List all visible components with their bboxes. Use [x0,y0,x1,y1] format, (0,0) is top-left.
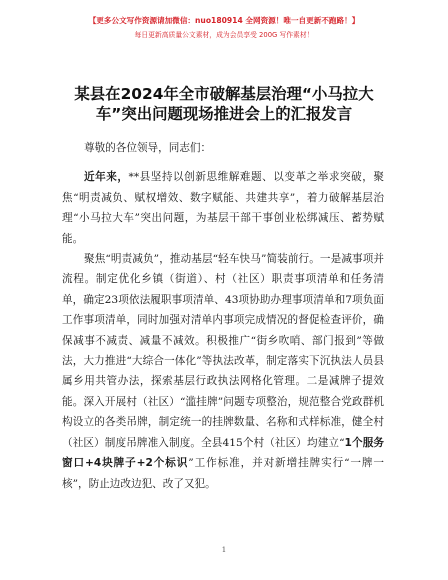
paragraph-section-1-part-a: 聚焦“明责减负”，推动基层“轻车快马”简装前行。一是减事项并流程。制定优化乡镇（街道）、村（社区）职责事项清单和任务清单，确定23项依法履职事项清单、43项协助办理事项清单和7项负面工作事项清单，同时加强对清单内事项完成情况的督促检查评价，确保减事不减责、减量不减效。积极推广“街乡吹哨、部门报到”等做法，大力推进“大综合一体化”等执法改革，制定落实下沉执法人员县属乡用共管办法，探索基层行政执法网格化管理。二是减牌子提效能。深入开展村（社区）“滥挂牌”问题专项整治，规范整合党政群机构设立的各类吊牌，制定统一的挂牌数量、名称和式样标准，健全村（社区）制度吊牌准入制度。全县415个村（社区）均建立“ [62,253,384,449]
title-line-1: 某县在2024年全市破解基层治理“小马拉大 [74,85,374,103]
promo-banner [0,14,448,42]
paragraph-section-1-emphasis: 1个服务窗口+4块牌子+2个标识 [62,436,384,470]
document-title [40,84,408,124]
salutation: 尊敬的各位领导，同志们： [84,142,212,154]
paragraph-section-1-part-c: ”工作标准，并对新增挂牌实行“一牌一核”，防止边改边犯、改了又犯。 [62,457,384,490]
paragraph-intro-lead: 近年来， [84,171,129,184]
promo-banner-line2: 每日更新高质量公文素材，成为会员享受 200G 写作素材！ [134,31,314,39]
paragraph-intro-text: **县坚持以创新思维解难题、以变革之举求突破，聚焦“明责减负、赋权增效、数字赋能、共建共享”，着力破解基层治理“小马拉大车”突出问题，为基层干部干事创业松绑减压、蓄势赋能。 [62,171,385,245]
paragraph-intro [62,167,384,249]
promo-banner-line1: 【更多公文写作资源请加微信：nuo180914 全网资源！唯一自更新不跑路！】 [88,16,360,25]
title-line-2: 车”突出问题现场推进会上的汇报发言 [95,105,353,123]
paragraph-section-1 [62,249,384,494]
page-number: 1 [221,546,227,554]
document-body [62,138,384,494]
